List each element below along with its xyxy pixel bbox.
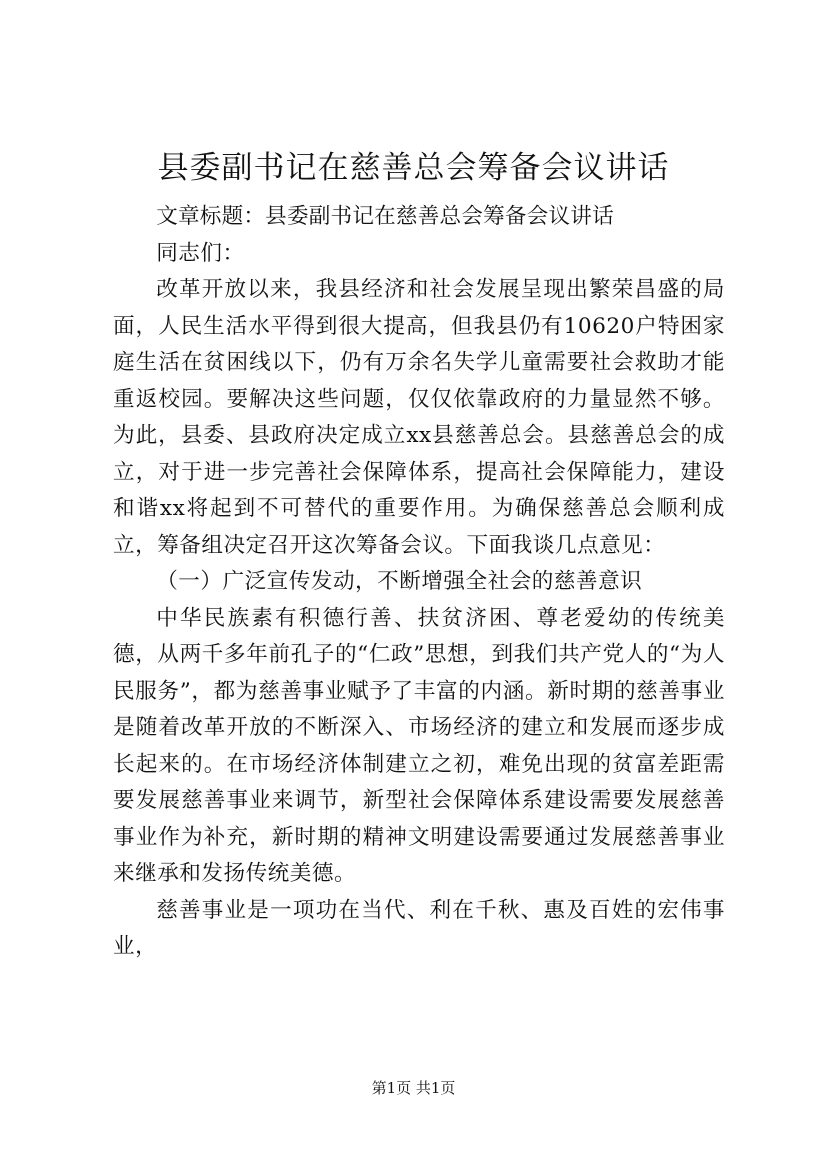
page-footer: 第1页 共1页 <box>371 1079 456 1097</box>
document-title: 县委副书记在慈善总会筹备会议讲话 <box>157 150 670 186</box>
paragraph-intro: 改革开放以来，我县经济和社会发展呈现出繁荣昌盛的局面，人民生活水平得到很大提高，但我县仍有10620户特困家庭生活在贫困线以下，仍有万余名失学儿童需要社会救助才能重返校园。要解决这些问题，仅仅依靠政府的力量显然不够。为此，县委、县政府决定成立xx县慈善总会。县慈善总会的成立，对于进一步完善社会保障体系，提高社会保障能力，建设和谐xx将起到不可替代的重要作用。为确保慈善总会顺利成立，筹备组决定召开这次筹备会议。下面我谈几点意见： <box>113 277 725 558</box>
paragraph-cause: 慈善事业是一项功在当代、利在千秋、惠及百姓的宏伟事业， <box>113 897 725 959</box>
document-body <box>113 199 725 966</box>
section-heading-1: （一）广泛宣传发动，不断增强全社会的慈善意识 <box>156 569 643 594</box>
paragraph-tradition: 中华民族素有积德行善、扶贫济困、尊老爱幼的传统美德，从两千多年前孔子的“仁政”思想，到我们共产党人的“为人民服务”，都为慈善事业赋予了丰富的内涵。新时期的慈善事业是随着改革开放的不断深入、市场经济的建立和发展而逐步成长起来的。在市场经济体制建立之初，难免出现的贫富差距需要发展慈善事业来调节，新型社会保障体系建设需要发展慈善事业作为补充，新时期的精神文明建设需要通过发展慈善事业来继承和发扬传统美德。 <box>113 605 725 886</box>
salutation: 同志们： <box>156 240 245 266</box>
article-title-line: 文章标题：县委副书记在慈善总会筹备会议讲话 <box>156 204 614 229</box>
